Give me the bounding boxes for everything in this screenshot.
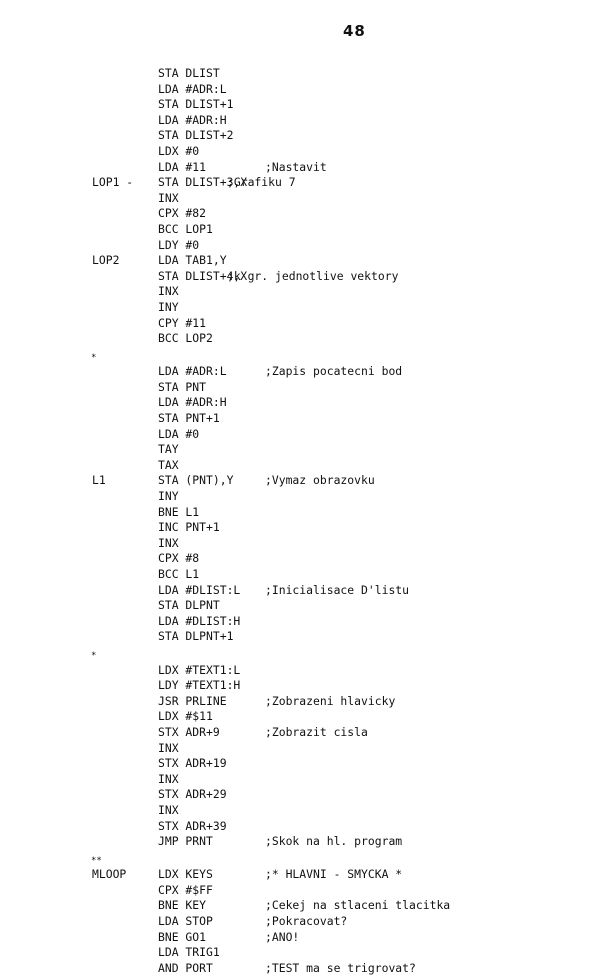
instruction: INX: [158, 740, 179, 755]
line-label: L1: [92, 473, 106, 488]
instruction: INX: [158, 190, 179, 205]
code-line: [0, 505, 600, 521]
instruction: INX: [158, 284, 179, 299]
instruction: LDA #DLIST:L: [158, 582, 241, 597]
code-line: [0, 898, 600, 914]
instruction: BCC LOP2: [158, 331, 213, 346]
line-comment: ;Skok na hl. program: [265, 834, 403, 849]
instruction: TAY: [158, 442, 179, 457]
code-line: [0, 395, 600, 411]
code-line: [0, 222, 600, 238]
instruction: CPX #$FF: [158, 882, 213, 897]
code-line: [0, 364, 600, 380]
code-line: [0, 144, 600, 160]
line-comment: ;k gr. jednotlive vektory: [227, 268, 399, 283]
instruction: BNE GO1: [158, 929, 207, 944]
instruction: LDA #DLIST:H: [158, 613, 241, 628]
code-line: [0, 300, 600, 316]
code-line: [0, 567, 600, 583]
code-line: [0, 128, 600, 144]
code-line: [0, 473, 600, 489]
instruction: STA DLIST: [158, 66, 220, 80]
separator-mark: **: [91, 855, 102, 866]
code-line: [0, 756, 600, 772]
code-line: [0, 253, 600, 269]
code-line: [0, 663, 600, 679]
line-comment: ;ANO!: [265, 929, 300, 944]
line-label: LOP1 -: [92, 175, 134, 190]
line-comment: ;Pokracovat?: [265, 914, 348, 929]
code-line: [0, 113, 600, 129]
instruction: INX: [158, 771, 179, 786]
code-line: [0, 914, 600, 930]
instruction: INX: [158, 802, 179, 817]
instruction: LDX #$11: [158, 709, 213, 724]
code-line: [0, 427, 600, 443]
instruction: LDA #ADR:H: [158, 395, 227, 410]
instruction: CPX #8: [158, 551, 200, 566]
code-line: [0, 850, 600, 868]
instruction: JMP PRNT: [158, 834, 213, 849]
code-line: [0, 536, 600, 552]
code-line: [0, 238, 600, 254]
instruction: LDA STOP: [158, 914, 213, 929]
instruction: BNE KEY: [158, 898, 207, 913]
code-line: [0, 551, 600, 567]
instruction: LDY #TEXT1:H: [158, 678, 241, 693]
instruction: CPX #82: [158, 206, 207, 221]
code-line: [0, 867, 600, 883]
code-line: [0, 191, 600, 207]
instruction: LDA #11: [158, 159, 207, 174]
code-line: [0, 883, 600, 899]
instruction: LDX KEYS: [158, 867, 213, 882]
instruction: STA DLPNT+1: [158, 629, 234, 644]
instruction: STA DLIST+4,X: [158, 268, 248, 283]
instruction: LDA TAB1,Y: [158, 253, 227, 268]
code-line: [0, 930, 600, 946]
instruction: JSR PRLINE: [158, 693, 227, 708]
separator-mark: *: [91, 352, 97, 363]
instruction: STA DLIST+1: [158, 97, 234, 112]
code-line: [0, 66, 600, 82]
code-line: [0, 520, 600, 536]
code-line: [0, 97, 600, 113]
instruction: LDA TRIG1: [158, 945, 220, 960]
instruction: INX: [158, 535, 179, 550]
code-line: [0, 803, 600, 819]
line-label: MLOOP: [92, 867, 127, 882]
instruction: STX ADR+29: [158, 787, 227, 802]
code-line: [0, 694, 600, 710]
page-number: 48: [343, 22, 366, 40]
code-line: [0, 678, 600, 694]
instruction: INY: [158, 299, 179, 314]
code-line: [0, 583, 600, 599]
instruction: CPY #11: [158, 315, 207, 330]
line-comment: ;Vymaz obrazovku: [265, 473, 375, 488]
separator-mark: *: [91, 650, 97, 661]
instruction: LDA #ADR:H: [158, 112, 227, 127]
line-comment: ;* HLAVNI - SMYCKA *: [265, 867, 403, 882]
line-comment: ;Cekej na stlaceni tlacitka: [265, 898, 451, 913]
instruction: STX ADR+19: [158, 756, 227, 771]
code-line: [0, 411, 600, 427]
instruction: AND PORT: [158, 960, 213, 975]
code-line: [0, 709, 600, 725]
code-line: [0, 442, 600, 458]
instruction: STA (PNT),Y: [158, 473, 234, 488]
code-line: [0, 787, 600, 803]
instruction: INC PNT+1: [158, 520, 220, 535]
code-line: [0, 347, 600, 365]
instruction: LDX #TEXT1:L: [158, 662, 241, 677]
instruction: LDX #0: [158, 143, 200, 158]
code-line: [0, 741, 600, 757]
instruction: STA DLPNT: [158, 598, 220, 613]
instruction: LDA #ADR:L: [158, 81, 227, 96]
line-comment: ;Nastavit: [265, 159, 327, 174]
instruction: BCC L1: [158, 567, 200, 581]
code-line: [0, 206, 600, 222]
code-line: [0, 175, 600, 191]
instruction: STA DLIST+2: [158, 128, 234, 143]
code-line: [0, 284, 600, 300]
line-comment: ;Grafiku 7: [227, 175, 296, 190]
code-line: [0, 614, 600, 630]
instruction: BCC LOP1: [158, 221, 213, 236]
instruction: STA PNT+1: [158, 411, 220, 426]
instruction: LDA #ADR:L: [158, 364, 227, 379]
line-label: LOP2: [92, 253, 120, 268]
instruction: LDA #0: [158, 426, 200, 441]
code-line: [0, 961, 600, 976]
instruction: STA PNT: [158, 379, 207, 394]
code-line: [0, 316, 600, 332]
code-line: [0, 945, 600, 961]
instruction: BNE L1: [158, 504, 200, 519]
instruction: STX ADR+39: [158, 818, 227, 833]
line-comment: ;Inicialisace D'listu: [265, 582, 410, 597]
instruction: INY: [158, 489, 179, 504]
line-comment: ;Zobrazeni hlavicky: [265, 693, 396, 708]
code-line: [0, 380, 600, 396]
code-line: [0, 489, 600, 505]
code-line: [0, 269, 600, 285]
line-comment: ;Zobrazit cisla: [265, 724, 368, 739]
assembly-listing: [0, 66, 600, 976]
line-comment: ;TEST ma se trigrovat?: [265, 960, 416, 975]
code-line: [0, 82, 600, 98]
code-line: [0, 645, 600, 663]
instruction: STX ADR+9: [158, 724, 220, 739]
code-line: [0, 331, 600, 347]
line-comment: ;Zapis pocatecni bod: [265, 364, 403, 379]
code-line: [0, 629, 600, 645]
instruction: STA DLIST+3,X: [158, 175, 248, 190]
code-line: [0, 772, 600, 788]
code-line: [0, 834, 600, 850]
code-line: [0, 458, 600, 474]
instruction: TAX: [158, 457, 179, 472]
code-line: [0, 819, 600, 835]
instruction: LDY #0: [158, 237, 200, 252]
code-line: [0, 160, 600, 176]
code-line: [0, 598, 600, 614]
code-line: [0, 725, 600, 741]
